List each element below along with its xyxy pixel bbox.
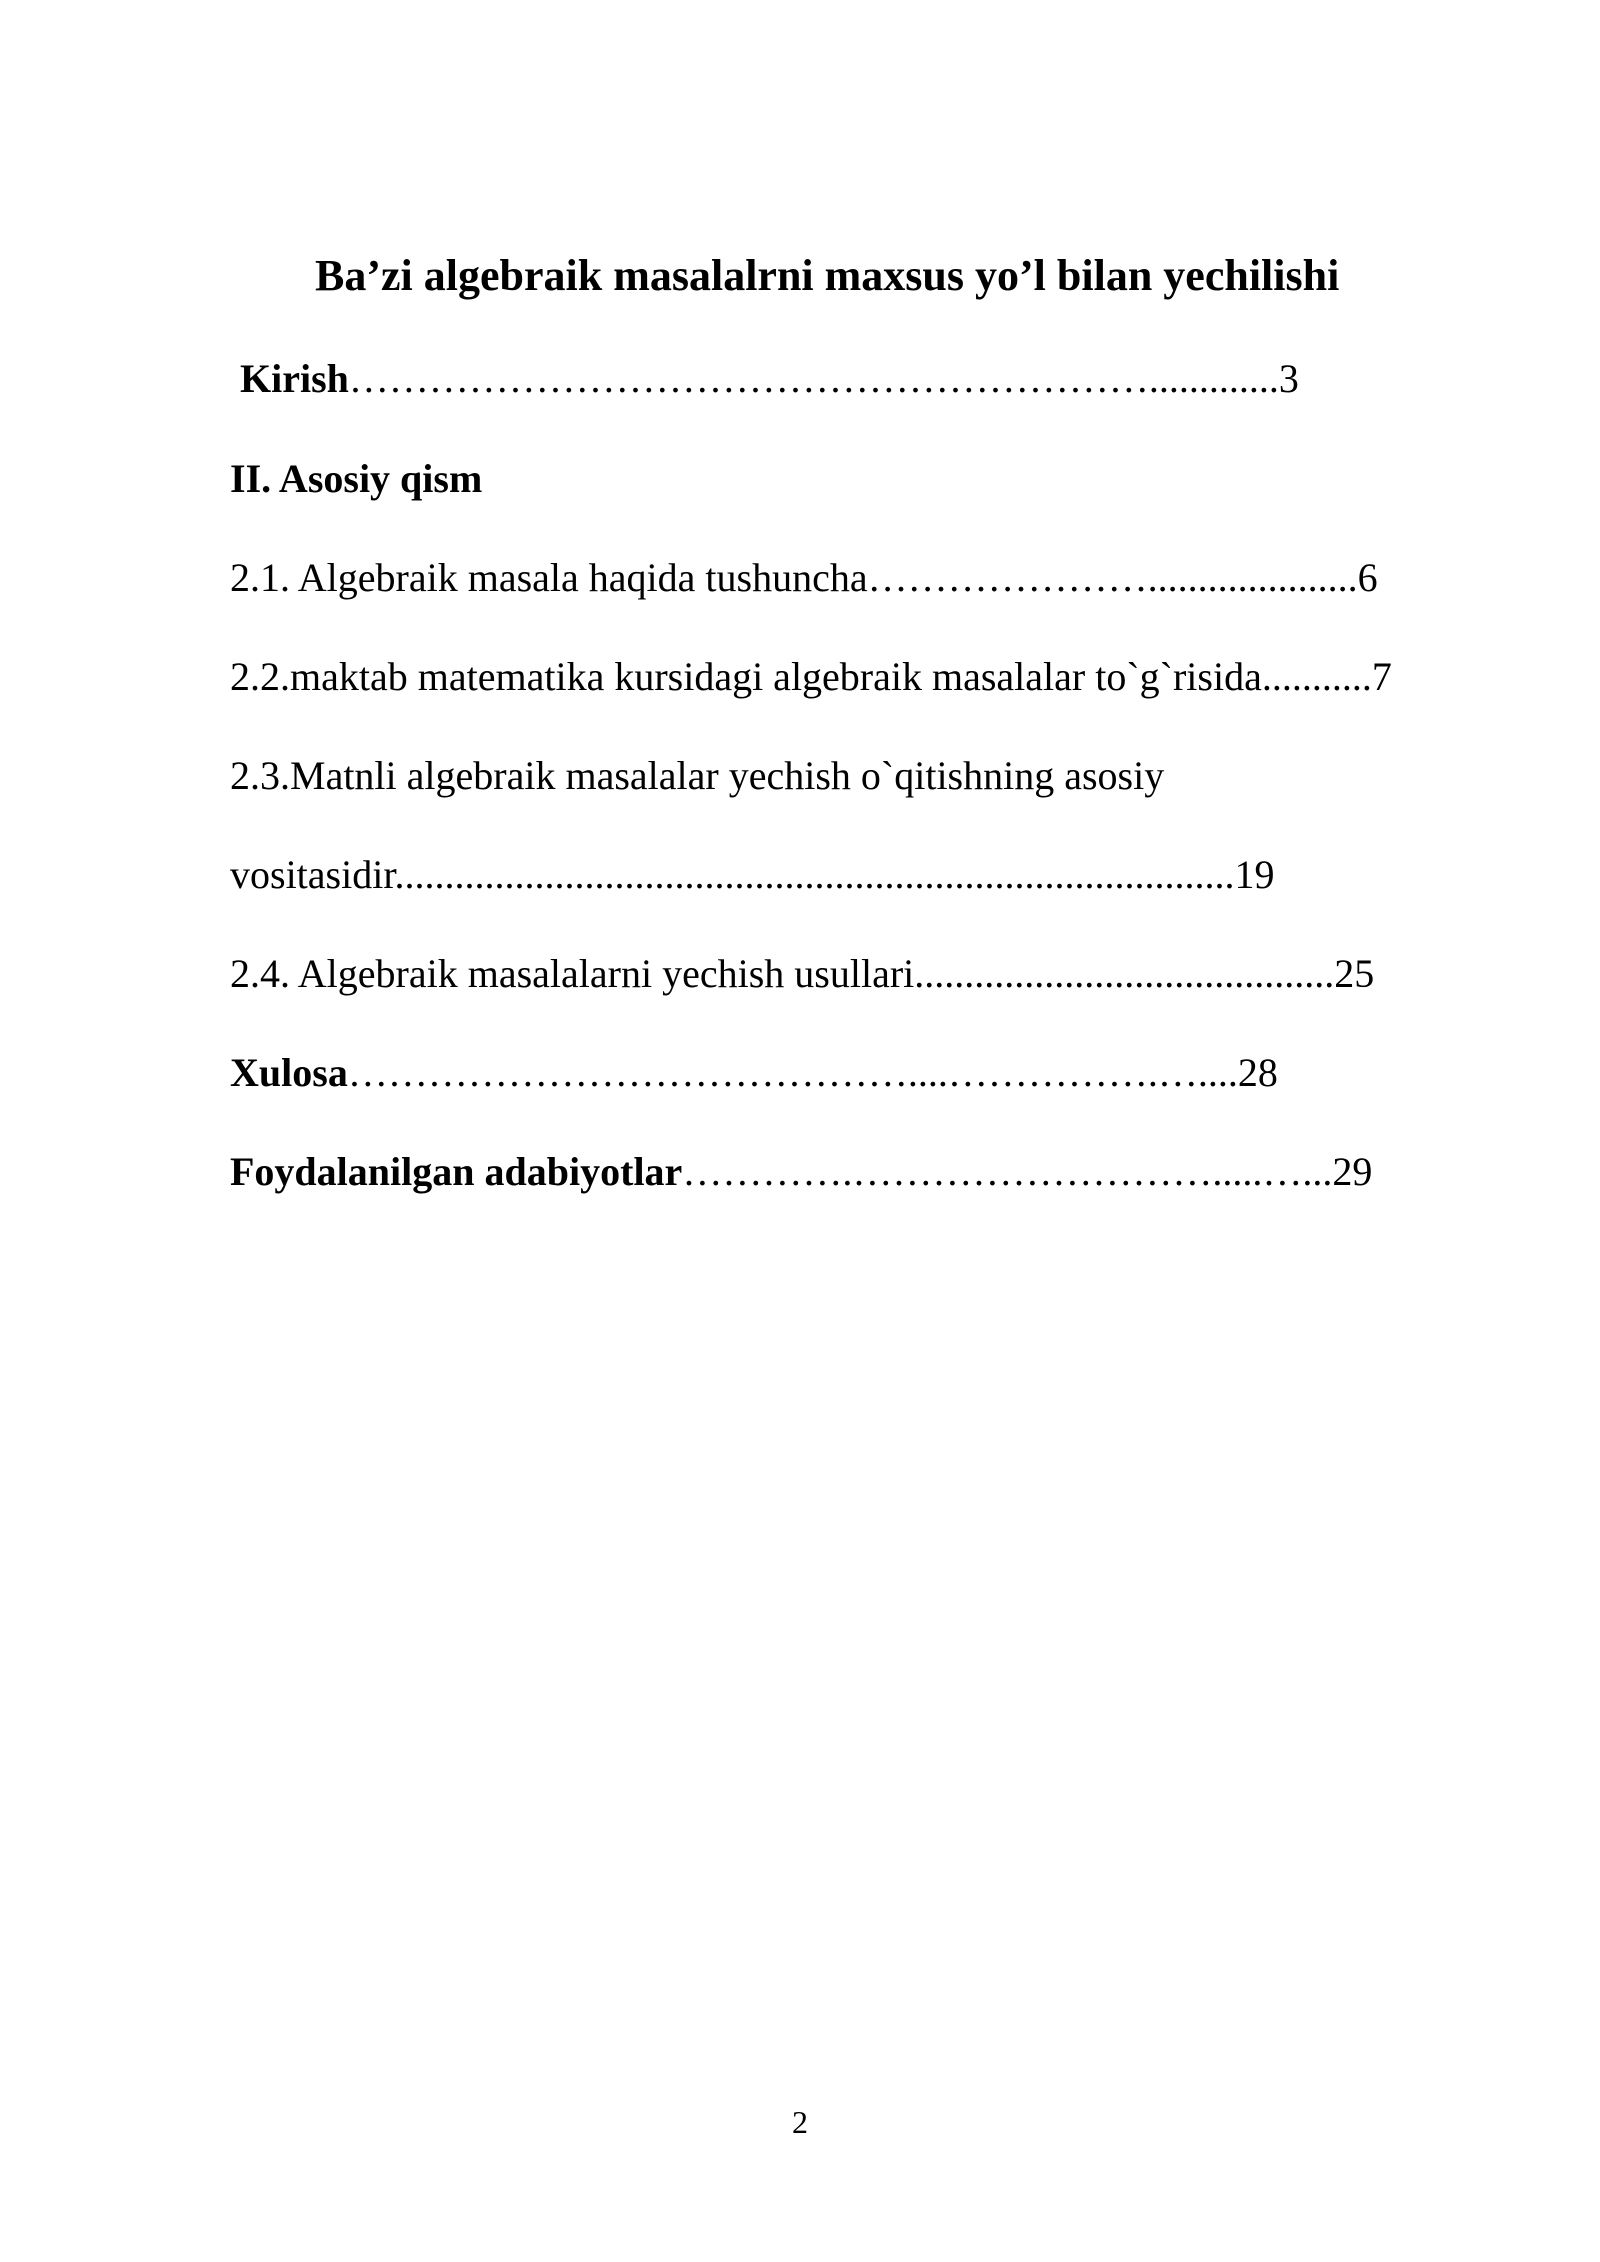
toc-entry-page: 28 [1237, 1050, 1278, 1095]
document-title: Ba’zi algebraik masalalrni maxsus yo’l bilan yechilishi [315, 251, 1340, 300]
toc-entry-leader: ……………………………………………………............. [348, 356, 1279, 401]
toc-entry-label: vositasidir [230, 852, 395, 897]
toc-entry-page: 6 [1357, 555, 1378, 600]
toc-entry-2-3 [230, 749, 1164, 803]
toc-entry-label: 2.3.Matnli algebraik masalalar yechish o`qitishning asosiy [230, 753, 1165, 798]
toc-entry-2-2 [230, 650, 1392, 704]
toc-entry-page: 19 [1234, 852, 1275, 897]
toc-entry-leader: …………………..................... [867, 555, 1358, 600]
toc-entry-leader: ……………………………………....…………….….... [347, 1050, 1238, 1095]
toc-entry-page: 29 [1332, 1149, 1373, 1194]
toc-section-heading [230, 452, 482, 506]
page-number: 2 [792, 2104, 808, 2140]
toc-entry-label: Foydalanilgan adabiyotlar [230, 1149, 683, 1194]
toc-entry-label: II. Asosiy qism [230, 456, 483, 501]
toc-entry-leader: ………….……………………….....…... [682, 1149, 1333, 1194]
toc-entry-label: 2.4. Algebraik masalalarni yechish usullari [230, 951, 915, 996]
toc-entry-leader: ........... [1261, 654, 1372, 699]
toc-entry-label: 2.1. Algebraik masala haqida tushuncha [230, 555, 868, 600]
toc-entry-xulosa [230, 1046, 1278, 1100]
toc-entry-leader: .................................................................................... [394, 852, 1235, 897]
toc-entry-leader: .......................................... [914, 951, 1335, 996]
toc-entry-2-1 [230, 551, 1378, 605]
toc-entry-2-3-continued [230, 848, 1274, 902]
toc-entry-label: Kirish [240, 356, 349, 401]
toc-entry-label: 2.2.maktab matematika kursidagi algebraik masalalar to`g`risida [230, 654, 1262, 699]
toc-entry-page: 3 [1278, 356, 1299, 401]
toc-entry-page: 25 [1334, 951, 1375, 996]
toc-entry-foydalanilgan-adabiyotlar [230, 1145, 1372, 1199]
toc-entry-page: 7 [1371, 654, 1392, 699]
toc-entry-kirish [240, 352, 1299, 406]
toc-entry-2-4 [230, 947, 1374, 1001]
toc-entry-label: Xulosa [230, 1050, 348, 1095]
